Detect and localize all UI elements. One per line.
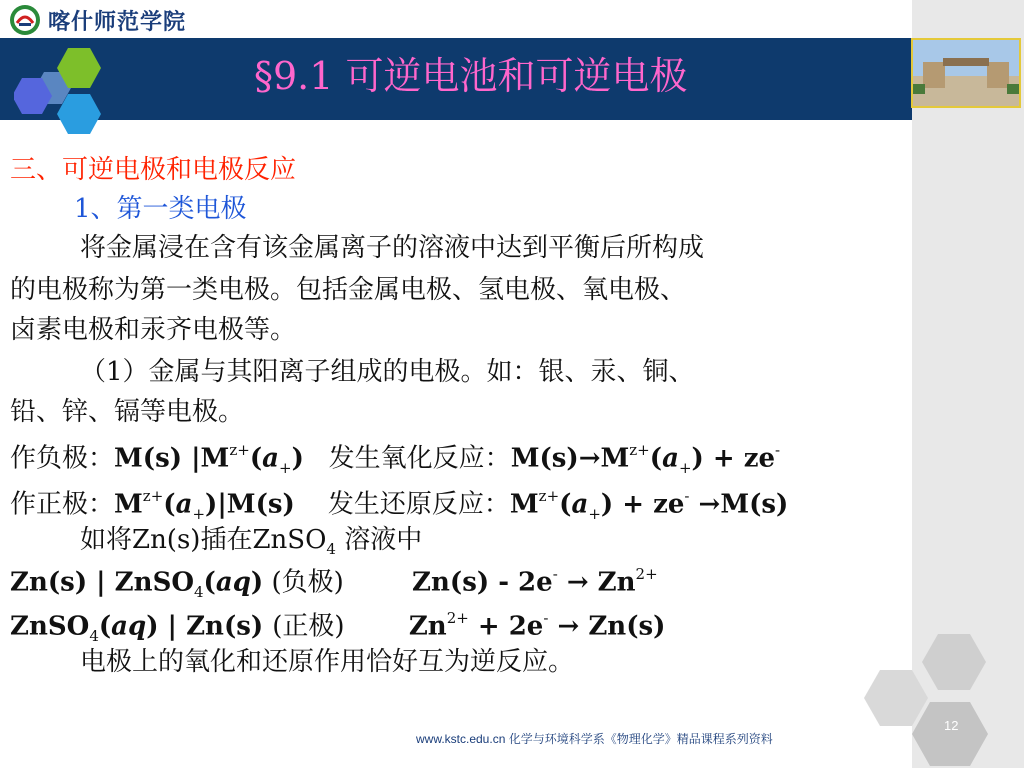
- campus-photo: [911, 38, 1021, 108]
- neg-notation: M(s) |M: [114, 443, 230, 474]
- footer-text[interactable]: www.kstc.edu.cn 化学与环境科学系《物理化学》精品课程系列资料: [416, 732, 773, 746]
- zn-anode-line: Zn(s) | ZnSO$_4$(aq) (负极) $Zn(s) - 2e^- \to Zn^{2+}$: [10, 565, 658, 601]
- pos-activity: a: [175, 489, 193, 520]
- title-text: §9.1 可逆电池和可逆电极: [254, 54, 688, 98]
- pos-notation-tail: )|M(s): [205, 489, 295, 520]
- pos-reaction-charge: z+: [538, 487, 560, 505]
- school-name: 喀什师范学院: [48, 8, 187, 35]
- pos-label: 作正极：: [10, 489, 115, 520]
- zn-anode-reaction: Zn(s) - 2e: [412, 567, 553, 598]
- neg-charge: z+: [229, 441, 250, 459]
- campus-gate-icon: [913, 40, 1019, 106]
- para1-line1: 将金属浸在含有该金属离子的溶液中达到平衡后所构成: [80, 233, 705, 263]
- hexagon-corner-decoration-icon: [860, 630, 1000, 768]
- positive-electrode-line: 作正极：$M^{z+}(a_+)|M(s)$ 发生还原反应：$M^{z+}(a_+) + ze^- \to M(s)$: [10, 487, 789, 523]
- pos-reaction-activity: a: [571, 489, 589, 520]
- neg-reaction-tail: + ze: [703, 443, 776, 474]
- para2-line1: （1）金属与其阳离子组成的电极。如：银、汞、铜、: [80, 357, 695, 387]
- school-seal-icon: [8, 3, 42, 37]
- neg-activity-sub: +: [278, 458, 292, 477]
- pos-activity-sub: +: [192, 504, 206, 523]
- zn-cathode-notation: ZnSO: [10, 611, 90, 642]
- hexagon-decoration-icon: [14, 44, 124, 144]
- neg-reaction-label: 发生氧化反应：: [328, 443, 511, 474]
- pos-charge: z+: [142, 487, 164, 505]
- conclusion: 电极上的氧化和还原作用恰好互为逆反应。: [80, 647, 575, 677]
- zn-cathode-role: (正极): [272, 611, 345, 642]
- negative-electrode-line: 作负极：M(s) $|M^{z+}(a_+)$ 发生氧化反应：$M(s)\to M^{z+}(a_+) + ze^-$: [10, 441, 781, 477]
- zn-cathode-reaction: Zn: [408, 611, 447, 642]
- neg-reaction-activity-sub: +: [678, 458, 692, 477]
- page-title: [254, 44, 688, 108]
- zn-cathode-line: ZnSO$_4$(aq) | Zn(s) (正极) $Zn^{2+} + 2e^- \to Zn(s)$: [10, 609, 666, 645]
- pos-reaction-activity-sub: +: [588, 504, 601, 523]
- example-intro: 如将Zn(s)插在ZnSO$_4$ 溶液中: [80, 525, 423, 559]
- pos-reaction-tail-b: →M(s): [689, 489, 789, 520]
- pos-reaction-tail-a: + ze: [613, 489, 685, 520]
- para1-line3: 卤素电极和汞齐电极等。: [10, 315, 297, 345]
- zn-anode-notation: Zn(s) | ZnSO: [10, 567, 194, 598]
- neg-reaction-charge: z+: [629, 441, 650, 459]
- para2-line2: 铅、锌、镉等电极。: [10, 397, 245, 427]
- neg-reaction: M(s)→M: [510, 443, 630, 474]
- neg-label: 作负极：: [10, 443, 115, 474]
- para1-line2: 的电极称为第一类电极。包括金属电极、氢电极、氧电极、: [10, 275, 687, 305]
- zn-anode-role: (负极): [271, 567, 344, 598]
- neg-activity: a: [262, 443, 279, 474]
- subheading: 1、第一类电极: [74, 194, 247, 224]
- section-heading: 三、可逆电极和电极反应: [10, 155, 297, 185]
- neg-reaction-activity: a: [662, 443, 679, 474]
- page-number: 12: [944, 718, 959, 733]
- pos-reaction-label: 发生还原反应：: [327, 489, 510, 520]
- school-logo: [8, 2, 186, 38]
